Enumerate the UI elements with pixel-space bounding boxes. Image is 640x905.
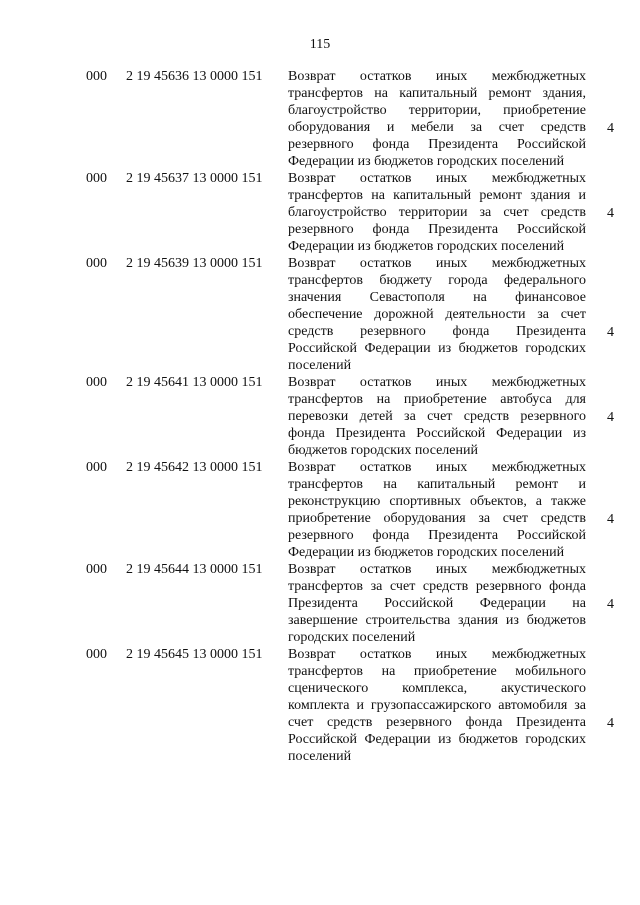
budget-classification-code: 2 19 45639 13 0000 151 — [126, 256, 263, 271]
admin-code: 000 — [86, 375, 107, 390]
budget-classification-code: 2 19 45644 13 0000 151 — [126, 562, 263, 577]
income-name: Возврат остатков иных межбюджетных трансфертов бюджету города федерального значения Севастополя на финансовое обеспечение дорожной деятельности за счет средств резервного фонда Президента Российской Федерации из бюджетов городских поселений — [288, 256, 586, 373]
income-name: Возврат остатков иных межбюджетных трансфертов на приобретение мобильного сценического комплекса, акустического комплекта и грузопассажирского автомобиля за счет средств резервного фонда Президента Российской Федерации из бюджетов городских поселений — [288, 647, 586, 764]
income-name: Возврат остатков иных межбюджетных трансфертов на капитальный ремонт и реконструкцию спортивных объектов, а также приобретение оборудования за счет средств резервного фонда Президента Российской Федерации из бюджетов городских поселений — [288, 460, 586, 560]
income-value: 4 — [607, 716, 614, 731]
income-name: Возврат остатков иных межбюджетных трансфертов на капитальный ремонт здания, благоустройство территории, приобретение оборудования и мебели за счет средств резервного фонда Президента Российской Федерации из бюджетов городских поселений — [288, 69, 586, 169]
table-row — [0, 170, 640, 255]
income-name: Возврат остатков иных межбюджетных трансфертов за счет средств резервного фонда Президента Российской Федерации на завершение строительства здания из бюджетов городских поселений — [288, 562, 586, 645]
budget-classification-code: 2 19 45636 13 0000 151 — [126, 69, 263, 84]
admin-code: 000 — [86, 460, 107, 475]
table-row — [0, 561, 640, 646]
income-value: 4 — [607, 121, 614, 136]
table-row — [0, 459, 640, 561]
budget-codes-table — [0, 68, 640, 765]
admin-code: 000 — [86, 562, 107, 577]
budget-classification-code: 2 19 45637 13 0000 151 — [126, 171, 263, 186]
page-number: 115 — [309, 37, 331, 52]
income-name: Возврат остатков иных межбюджетных трансфертов на капитальный ремонт здания и благоустройство территории за счет средств резервного фонда Президента Российской Федерации из бюджетов городских поселений — [288, 171, 586, 254]
income-name: Возврат остатков иных межбюджетных трансфертов на приобретение автобуса для перевозки детей за счет средств резервного фонда Президента Российской Федерации из бюджетов городских поселений — [288, 375, 586, 458]
table-row — [0, 646, 640, 765]
table-row — [0, 68, 640, 170]
admin-code: 000 — [86, 647, 107, 662]
admin-code: 000 — [86, 171, 107, 186]
budget-classification-code: 2 19 45641 13 0000 151 — [126, 375, 263, 390]
admin-code: 000 — [86, 69, 107, 84]
income-value: 4 — [607, 206, 614, 221]
income-value: 4 — [607, 325, 614, 340]
income-value: 4 — [607, 597, 614, 612]
table-row — [0, 374, 640, 459]
income-value: 4 — [607, 512, 614, 527]
admin-code: 000 — [86, 256, 107, 271]
budget-classification-code: 2 19 45645 13 0000 151 — [126, 647, 263, 662]
table-row — [0, 255, 640, 374]
budget-classification-code: 2 19 45642 13 0000 151 — [126, 460, 263, 475]
income-value: 4 — [607, 410, 614, 425]
